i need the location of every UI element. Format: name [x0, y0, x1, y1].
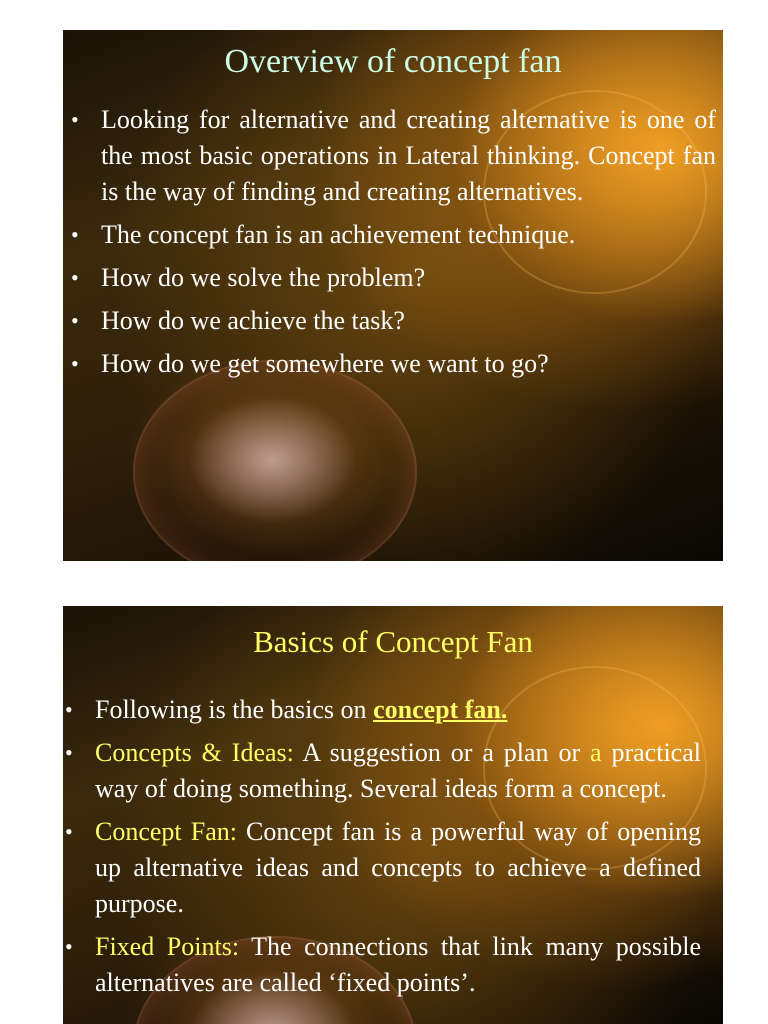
term-label: Concepts & Ideas: [95, 738, 294, 767]
term-label: Fixed Points: [95, 932, 240, 961]
bullet-icon: • [65, 819, 73, 844]
bullet-text: Following is the basics on [95, 695, 374, 724]
bullet-icon: • [65, 697, 73, 722]
bullet-item [71, 260, 716, 296]
bullet-text: How do we solve the problem? [101, 263, 426, 292]
slide-title: Basics of Concept Fan [253, 624, 533, 659]
bullet-text: The connections that link many possible alternatives are called ‘fixed points’. [95, 932, 701, 997]
bullet-text: practical way of doing something. Several ideas form a concept. [95, 738, 701, 803]
bullet-icon: • [71, 265, 79, 290]
bullet-icon: • [71, 351, 79, 376]
highlight-text: a [590, 738, 602, 767]
bullet-text: Concept fan is a powerful way of opening up alternative ideas and concepts to achieve a defined purpose. [95, 817, 701, 918]
bullet-icon: • [71, 308, 79, 333]
bullet-icon: • [71, 222, 79, 247]
bullet-item [71, 102, 716, 210]
bullet-text: How do we get somewhere we want to go? [101, 349, 549, 378]
bullet-text: A suggestion or a plan or [293, 738, 591, 767]
bullet-icon: • [65, 934, 73, 959]
bullet-item [71, 346, 716, 382]
bullet-item [65, 692, 701, 728]
slide-overview [63, 30, 723, 561]
bullet-text: Looking for alternative and creating alternative is one of the most basic operations in Lateral thinking. Concept fan is the way of finding and creating alternatives. [101, 105, 716, 206]
bullet-list [65, 692, 701, 1008]
bullet-text: How do we achieve the task? [101, 306, 405, 335]
bullet-icon: • [65, 740, 73, 765]
term-label: Concept Fan: [95, 817, 237, 846]
bullet-item [71, 303, 716, 339]
bullet-text: The concept fan is an achievement technique. [101, 220, 576, 249]
bullet-list [71, 102, 716, 389]
bullet-item [65, 735, 701, 807]
bullet-item [65, 929, 701, 1001]
bullet-icon: • [71, 107, 79, 132]
slide-basics [63, 606, 723, 1024]
concept-fan-link[interactable]: concept fan. [373, 695, 508, 724]
bullet-item [65, 814, 701, 922]
slide-title: Overview of concept fan [224, 43, 562, 80]
bullet-item [71, 217, 716, 253]
